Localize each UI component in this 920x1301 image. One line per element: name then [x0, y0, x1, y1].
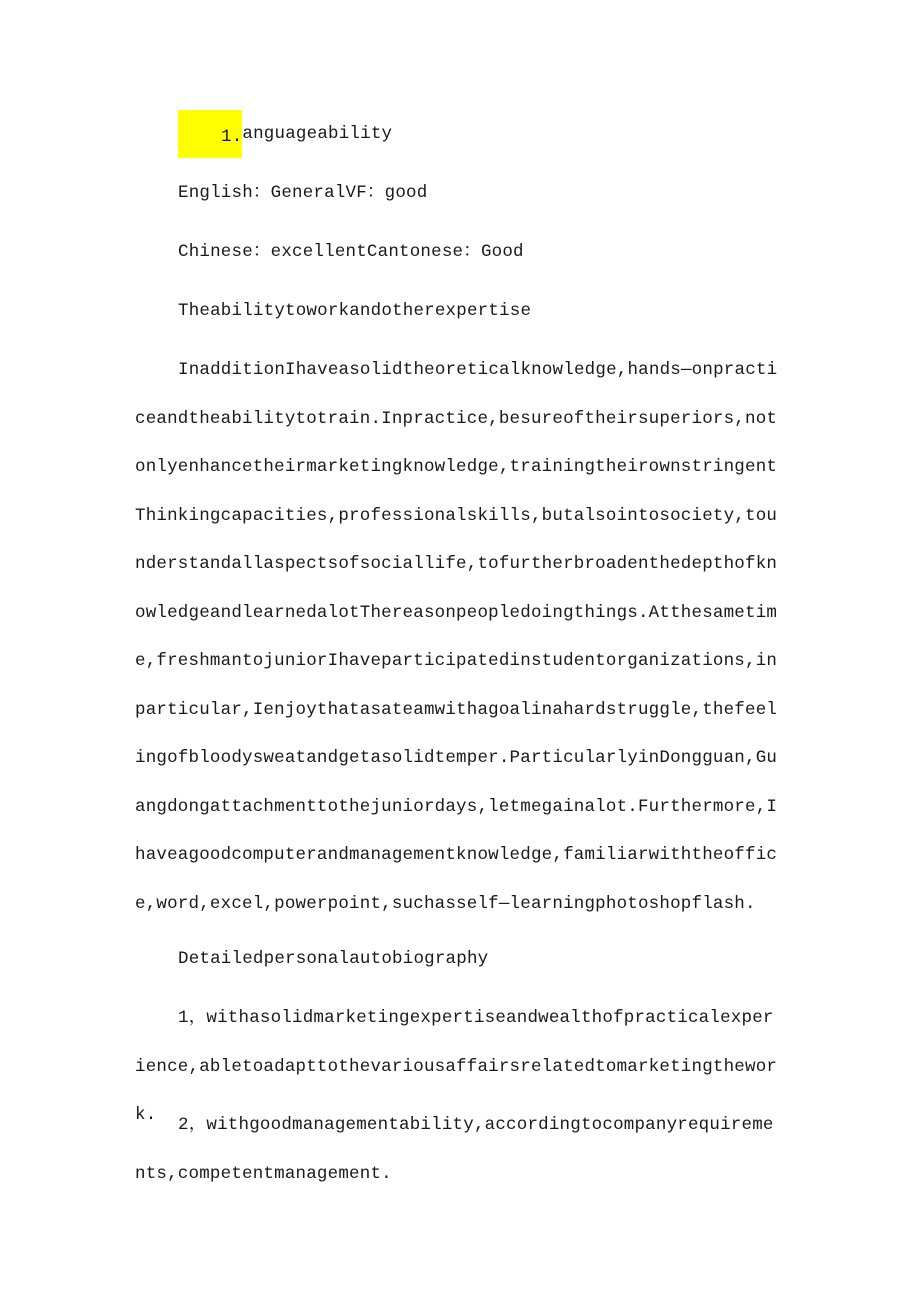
english-level-line: English：GeneralVF：good [178, 183, 428, 203]
autobiography-item-2: 2，withgoodmanagementability,accordingtocompanyrequirements,competentmanagement. [135, 1115, 774, 1184]
work-ability-heading: Theabilitytoworkandotherexpertise [178, 301, 532, 321]
language-ability-heading [135, 110, 778, 159]
chinese-level-line: Chinese：excellentCantonese：Good [178, 242, 524, 262]
highlighted-number: 1. [178, 110, 242, 158]
autobiography-item-1: 1，withasolidmarketingexpertiseandwealthofpracticalexperience,abletoadapttothevariousaffairsrelatedtomarketingthework. [135, 1008, 778, 1125]
language-ability-heading-text: anguageability [242, 124, 393, 144]
autobiography-heading: Detailedpersonalautobiography [178, 949, 489, 969]
expertise-paragraph: InadditionIhaveasolidtheoreticalknowledge,hands—onpracticeandtheabilitytotrain.Inpractice,besureoftheirsuperiors,notonlyenhancetheirmarketingknowledge,trainingtheirownstringentThinkingcapacities,professionalskills,butalsointosociety,tounderstandallaspectsofsociallife,tofurtherbroadenthedepthofknowledgeandlearnedalotThereasonpeopledoingthings.Atthesametime,freshmantojuniorIhaveparticipatedinstudentorganizations,inparticular,Ienjoythatasateamwithagoalinahardstruggle,thefeelingofbloodysweatandgetasolidtemper.ParticularlyinDongguan,Guangdongattachmenttothejuniordays,letmegainalot.Furthermore,Ihaveagoodcomputerandmanagementknowledge,familiarwiththeoffice,word,excel,powerpoint,suchasself—learningphotoshopflash. [135, 360, 778, 914]
